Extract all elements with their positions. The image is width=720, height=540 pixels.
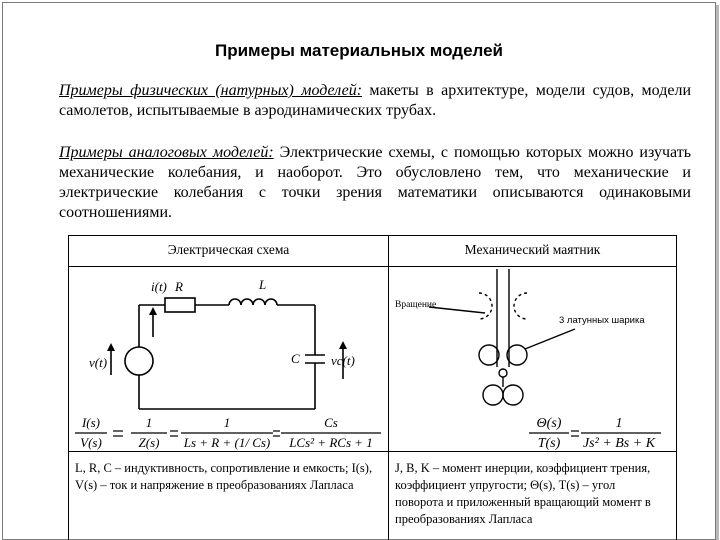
mechanical-pendulum-diagram [389,267,676,451]
balls-label: 3 латунных шарика [559,315,645,326]
brass-ball-left [479,345,499,365]
slide-frame [2,2,716,540]
brass-ball-bottom-right [503,385,523,405]
right-column-header: Механический маятник [464,242,601,257]
physical-models-paragraph [59,81,691,121]
svg-text:I(s): I(s) [81,415,101,430]
left-column-header: Электрическая схема [167,242,290,257]
analog-models-paragraph [59,143,691,223]
capacitor-label: C [291,351,300,366]
inductor-label: L [259,277,267,292]
svg-text:1: 1 [615,416,623,431]
svg-text:LCs² + RCs + 1: LCs² + RCs + 1 [289,435,373,450]
voltage-source-symbol [125,347,153,375]
left-column-note: L, R, C – индуктивность, сопротивление и емкость; I(s), V(s) – ток и напряжение в преобразованиях Лапласа [75,461,373,492]
svg-text:Z(s): Z(s) [138,435,160,450]
resistor-label: R [175,279,183,294]
svg-text:Cs: Cs [324,415,338,430]
source-voltage-label: v(t) [89,355,108,370]
analog-models-text: Электрические схемы, с помощью которых можно изучать механические колебания, и наоборот. Это обусловлено тем, что механические и электрические колебания с точки зрения математики описываются одинаковыми соотношениями. [59,144,691,221]
capacitor-voltage-label: vc(t) [331,353,355,368]
svg-text:Js² + Bs + K: Js² + Bs + K [582,436,656,451]
svg-text:T(s): T(s) [537,436,561,451]
analog-models-lead: Примеры аналоговых моделей: [59,144,274,161]
brass-ball-bottom-left [483,385,503,405]
table-row-divider [69,451,676,452]
svg-text:Ls + R + (1/ Cs): Ls + R + (1/ Cs) [183,435,271,450]
brass-ball-right [507,345,527,365]
inductor-symbol [229,299,277,305]
right-column-note: J, B, K – момент инерции, коэффициент трения, коэффициент упругости; Θ(s), T(s) – угол поворота и приложенный вращающий момент в преобразованиях Лапласа [395,461,651,526]
rotation-label: Вращение [395,300,437,310]
svg-text:1: 1 [223,415,231,430]
svg-text:Θ(s): Θ(s) [536,416,562,431]
svg-text:V(s): V(s) [80,435,102,450]
svg-text:1: 1 [145,415,153,430]
resistor-symbol [165,298,195,312]
physical-models-text: макеты в архитектуре, модели судов, модели самолетов, испытываемые в аэродинамических трубах. [59,82,692,119]
electrical-circuit-diagram [69,267,388,451]
slide-title: Примеры материальных моделей [214,41,504,60]
current-label: i(t) [151,279,167,294]
physical-models-lead: Примеры физических (натурных) моделей: [59,82,363,99]
comparison-table [68,235,677,540]
